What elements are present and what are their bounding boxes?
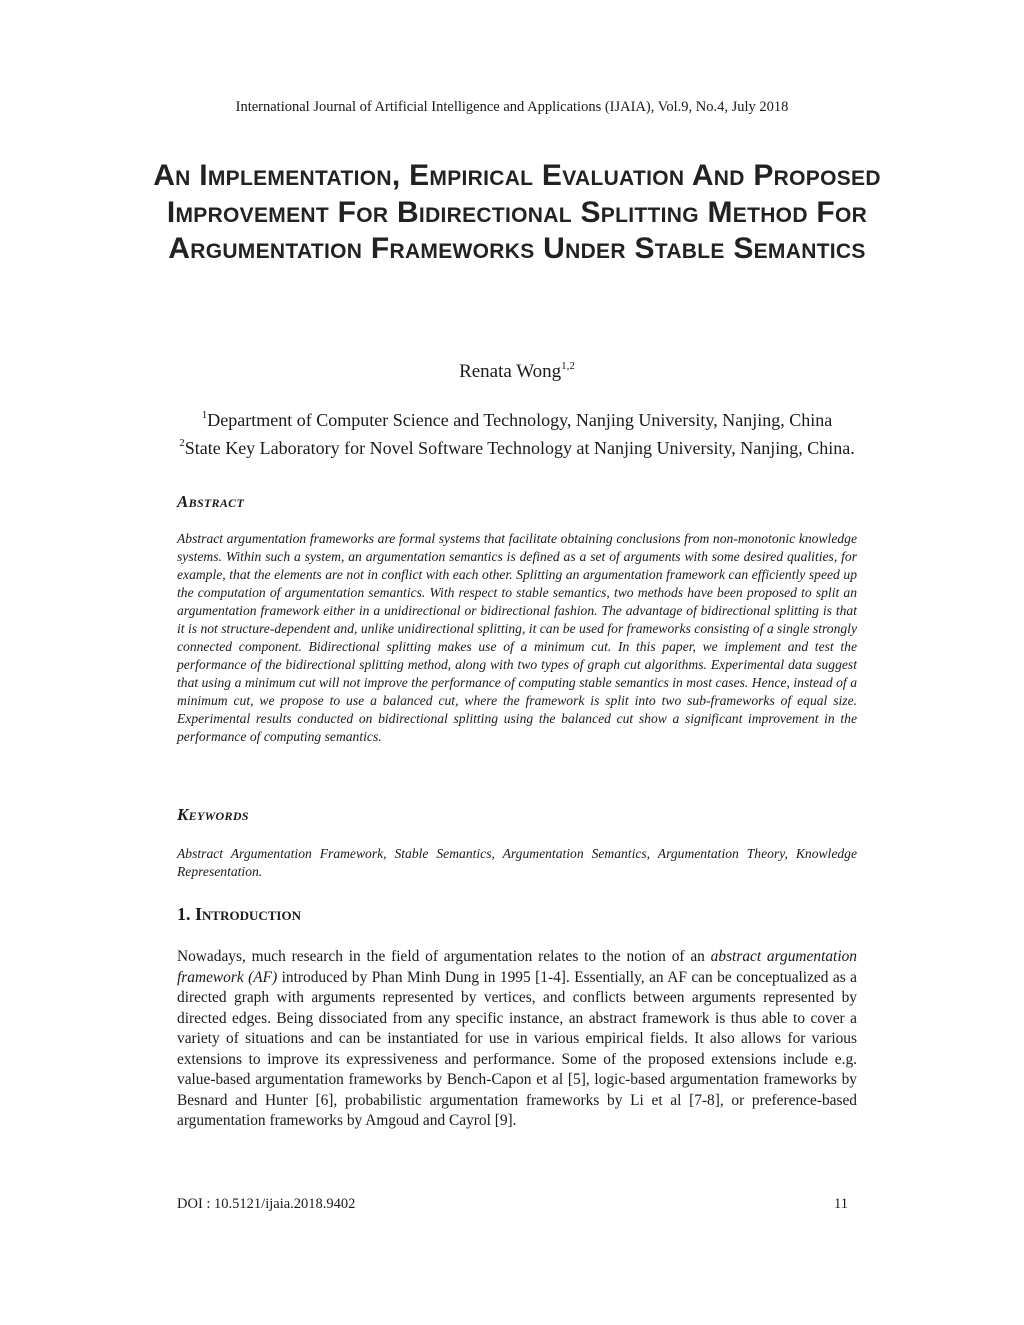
introduction-heading: 1. Introduction xyxy=(177,904,301,924)
abstract-body: Abstract argumentation frameworks are formal systems that facilitate obtaining conclusions from non-monotonic knowledge systems. Within such a system, an argumentation semantics is defined as a set of arguments with some desired qualities, for example, that the elements are not in conflict with each other. Splitting an argumentation framework can efficiently speed up the computation of argumentation semantics. With respect to stable semantics, two methods have been proposed to split an argumentation framework either in a unidirectional or bidirectional fashion. The advantage of bidirectional splitting is that it is not structure-dependent and, unlike unidirectional splitting, it can be used for frameworks consisting of a single strongly connected component. Bidirectional splitting makes use of a minimum cut. In this paper, we implement and test the performance of the bidirectional splitting method, along with two types of graph cut algorithms. Experimental data suggest that using a minimum cut will not improve the performance of computing stable semantics in most cases. Hence, instead of a minimum cut, we propose to use a balanced cut, where the framework is split into two sub-frameworks of equal size. Experimental results conducted on bidirectional splitting using the balanced cut show a significant improvement in the performance of computing semantics. xyxy=(177,531,857,744)
abstract-heading: Abstract xyxy=(177,492,245,511)
page-number: 11 xyxy=(834,1196,848,1212)
affiliation-mark: 1 xyxy=(201,409,208,421)
affiliation-text: State Key Laboratory for Novel Software Technology at Nanjing University, Nanjing, China. xyxy=(184,438,855,458)
author-affil-marks: 1,2 xyxy=(561,360,575,372)
intro-rest-text: introduced by Phan Minh Dung in 1995 [1-4]. Essentially, an AF can be conceptualized as a directed graph with arguments represented by vertices, and conflicts between arguments represented by directed edges. Being dissociated from any specific instance, an abstract framework is thus able to cover a variety of situations and can be instantiated for use in various empirical fields. It also allows for various extensions to improve its expressiveness and performance. Some of the proposed extensions include e.g. value-based argumentation frameworks by Bench-Capon et al [5], logic-based argumentation frameworks by Besnard and Hunter [6], probabilistic argumentation frameworks by Li et al [7-8], or preference-based argumentation frameworks by Amgoud and Cayrol [9]. xyxy=(177,968,857,1129)
affiliations xyxy=(165,404,869,460)
introduction-body xyxy=(177,947,857,1132)
running-header: International Journal of Artificial Intelligence and Applications (IJAIA), Vol.9, No.4, July 2018 xyxy=(235,99,789,115)
affiliation-text: Department of Computer Science and Technology, Nanjing University, Nanjing, China xyxy=(207,410,833,430)
affiliation-mark: 2 xyxy=(179,437,185,449)
intro-italic-term: abstract argumentation framework (AF) xyxy=(177,948,857,986)
affiliation-2 xyxy=(165,432,869,460)
keywords-body: Abstract Argumentation Framework, Stable Semantics, Argumentation Semantics, Argumentation Theory, Knowledge Representation. xyxy=(177,846,857,879)
author-line xyxy=(0,360,1024,383)
footer-doi: DOI : 10.5121/ijaia.2018.9402 xyxy=(177,1196,356,1212)
affiliation-1 xyxy=(165,404,869,432)
paper-title: An Implementation, Empirical Evaluation And Proposed Improvement For Bidirectional Splitting Method For Argumentation Frameworks Under Stable Semantics xyxy=(153,159,881,265)
intro-lead-text: Nowadays, much research in the field of argumentation relates to the notion of an xyxy=(177,948,711,965)
keywords-heading: Keywords xyxy=(177,805,249,824)
author-name: Renata Wong xyxy=(459,361,562,382)
